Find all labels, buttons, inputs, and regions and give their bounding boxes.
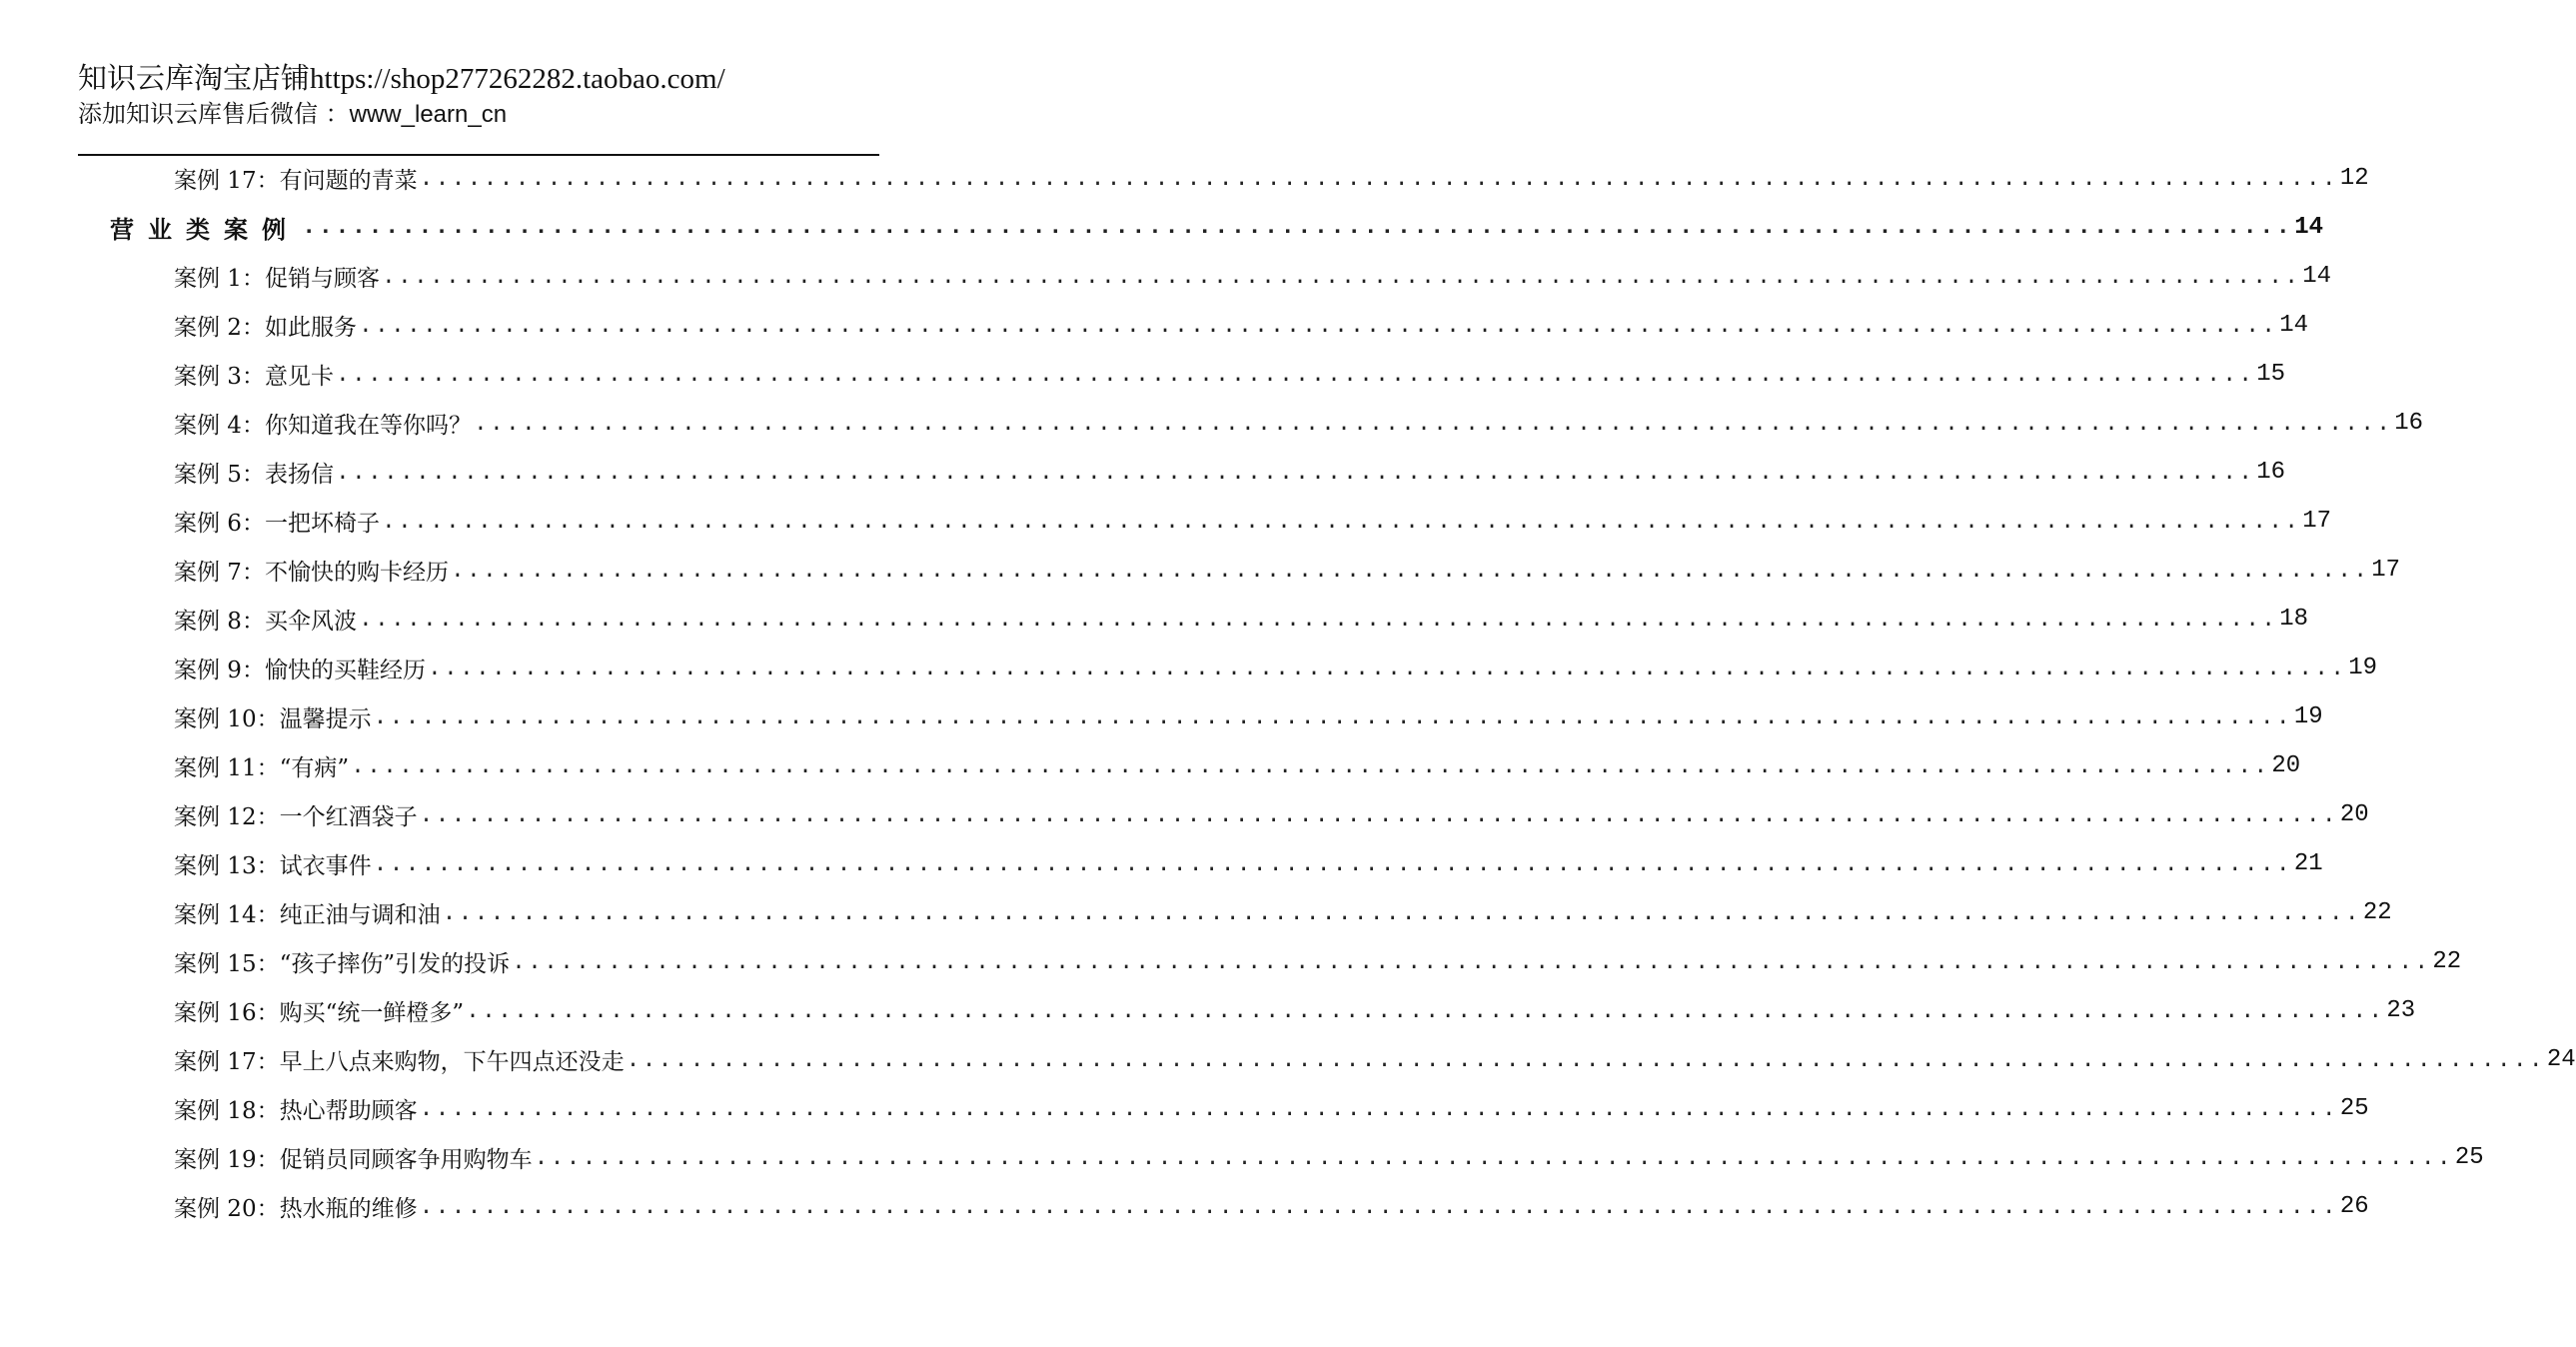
toc-page-number: 17 <box>2371 557 2401 584</box>
dot-leader: ........................................................................................................................ <box>381 263 2301 290</box>
toc-page-number: 26 <box>2339 1193 2369 1220</box>
dot-leader: ........................................................................................................................ <box>351 752 2270 779</box>
dot-leader: ........................................................................................................................ <box>473 410 2393 437</box>
wechat-label: 添加知识云库售后微信 ： <box>78 100 350 128</box>
toc-entry-title: 案例 13：试衣事件 <box>174 853 372 879</box>
shop-name: 知识云库淘宝店铺 <box>78 63 311 95</box>
toc-entry-row[interactable] <box>78 1035 2576 1084</box>
toc-page-number: 19 <box>2348 655 2378 681</box>
toc-page-number: 14 <box>2279 312 2309 339</box>
toc-entry-row[interactable] <box>78 1182 2369 1231</box>
toc-page-number: 19 <box>2293 703 2323 730</box>
toc-entry-title: 案例 17：早上八点来购物，下午四点还没走 <box>174 1049 625 1075</box>
toc-page-number: 20 <box>2339 801 2369 828</box>
toc-entry-title: 案例 6：一把坏椅子 <box>174 511 380 537</box>
toc-entry-row[interactable] <box>78 448 2286 497</box>
wechat-id: www_learn_cn <box>349 101 508 128</box>
dot-leader: ........................................................................................................................ <box>335 459 2255 486</box>
toc-entry-row[interactable] <box>78 1133 2484 1182</box>
dot-leader: ........................................................................................................................ <box>419 1095 2338 1122</box>
toc-page-number: 20 <box>2271 752 2301 779</box>
toc-entry-row[interactable] <box>78 1084 2369 1133</box>
toc-entry-title: 案例 19：促销员同顾客争用购物车 <box>174 1147 533 1173</box>
toc-page-number: 25 <box>2454 1144 2484 1171</box>
toc-entry-row[interactable] <box>78 839 2323 888</box>
toc-section-row[interactable] <box>78 203 2324 252</box>
dot-leader: ........................................................................................................................ <box>534 1144 2453 1171</box>
toc-entry-row[interactable] <box>78 692 2323 741</box>
toc-entry-title: 案例 8：买伞风波 <box>174 609 357 635</box>
dot-leader: ........................................................................................................................ <box>419 165 2338 192</box>
toc-entry-title: 案例 17：有问题的青菜 <box>174 168 418 194</box>
toc-entry-title: 案例 20：热水瓶的维修 <box>174 1196 418 1222</box>
page-header <box>78 60 879 131</box>
toc-entry-row[interactable] <box>78 497 2332 546</box>
toc-entry-row[interactable] <box>78 546 2401 595</box>
toc-page-number: 21 <box>2293 850 2323 877</box>
dot-leader: ........................................................................................................................ <box>335 361 2255 388</box>
toc-entry-row[interactable] <box>78 154 2369 203</box>
toc-entry-title: 案例 12：一个红酒袋子 <box>174 804 418 830</box>
wechat-line <box>78 98 879 131</box>
toc-page-number: 25 <box>2339 1095 2369 1122</box>
toc-page-number: 17 <box>2302 508 2332 535</box>
toc-entry-title: 案例 14：纯正油与调和油 <box>174 902 441 928</box>
dot-leader: ........................................................................................................................ <box>450 557 2370 584</box>
toc-page-number: 22 <box>2362 899 2392 926</box>
toc-entry-title: 营业类案例 <box>110 215 300 244</box>
toc-entry-title: 案例 16：购买“统一鲜橙多” <box>174 1000 465 1026</box>
dot-leader: ........................................................................................................................ <box>442 899 2361 926</box>
dot-leader: ........................................................................................................................ <box>626 1046 2545 1073</box>
toc-entry-title: 案例 7：不愉快的购卡经历 <box>174 560 449 586</box>
dot-leader: ........................................................................................................................ <box>427 655 2347 681</box>
shop-line <box>78 60 879 98</box>
toc-entry-title: 案例 1：促销与顾客 <box>174 266 380 292</box>
toc-entry-row[interactable] <box>78 399 2424 448</box>
toc-entry-row[interactable] <box>78 741 2301 790</box>
dot-leader: ........................................................................................................................ <box>373 703 2292 730</box>
toc-page-number: 23 <box>2386 997 2416 1024</box>
toc-entry-title: 案例 5：表扬信 <box>174 462 334 488</box>
dot-leader: ........................................................................................................................ <box>302 214 2293 241</box>
toc-entry-row[interactable] <box>78 350 2286 399</box>
toc-entry-row[interactable] <box>78 888 2392 937</box>
dot-leader: ........................................................................................................................ <box>373 850 2292 877</box>
toc-entry-title: 案例 10：温馨提示 <box>174 706 372 732</box>
toc-entry-title: 案例 2：如此服务 <box>174 315 357 341</box>
toc-page-number: 15 <box>2256 361 2286 388</box>
dot-leader: ........................................................................................................................ <box>358 312 2278 339</box>
toc-entry-row[interactable] <box>78 252 2332 301</box>
toc-page-number: 24 <box>2546 1046 2576 1073</box>
toc-page-number: 22 <box>2432 948 2462 975</box>
toc-page-number: 12 <box>2339 165 2369 192</box>
toc-page-number: 16 <box>2256 459 2286 486</box>
toc-entry-row[interactable] <box>78 986 2416 1035</box>
dot-leader: ........................................................................................................................ <box>381 508 2301 535</box>
toc-entry-title: 案例 3：意见卡 <box>174 364 334 390</box>
toc-page-number: 18 <box>2279 606 2309 633</box>
toc-entry-row[interactable] <box>78 644 2378 692</box>
dot-leader: ........................................................................................................................ <box>466 997 2385 1024</box>
dot-leader: ........................................................................................................................ <box>358 606 2278 633</box>
toc-entry-row[interactable] <box>78 790 2369 839</box>
dot-leader: ........................................................................................................................ <box>512 948 2431 975</box>
toc-entry-title: 案例 18：热心帮助顾客 <box>174 1098 418 1124</box>
shop-url[interactable]: https://shop277262282.taobao.com/ <box>310 63 725 95</box>
toc-entry-title: 案例 9：愉快的买鞋经历 <box>174 658 426 683</box>
toc-page-number: 14 <box>2294 214 2324 241</box>
toc-entry-title: 案例 4：你知道我在等你吗？ <box>174 413 472 439</box>
table-of-contents <box>78 154 2576 1231</box>
toc-page-number: 16 <box>2394 410 2424 437</box>
toc-page-number: 14 <box>2302 263 2332 290</box>
toc-entry-title: 案例 11：“有病” <box>174 755 350 781</box>
toc-entry-row[interactable] <box>78 301 2309 350</box>
toc-entry-row[interactable] <box>78 937 2462 986</box>
toc-entry-title: 案例 15：“孩子摔伤”引发的投诉 <box>174 951 511 977</box>
toc-entry-row[interactable] <box>78 595 2309 644</box>
dot-leader: ........................................................................................................................ <box>419 801 2338 828</box>
dot-leader: ........................................................................................................................ <box>419 1193 2338 1220</box>
